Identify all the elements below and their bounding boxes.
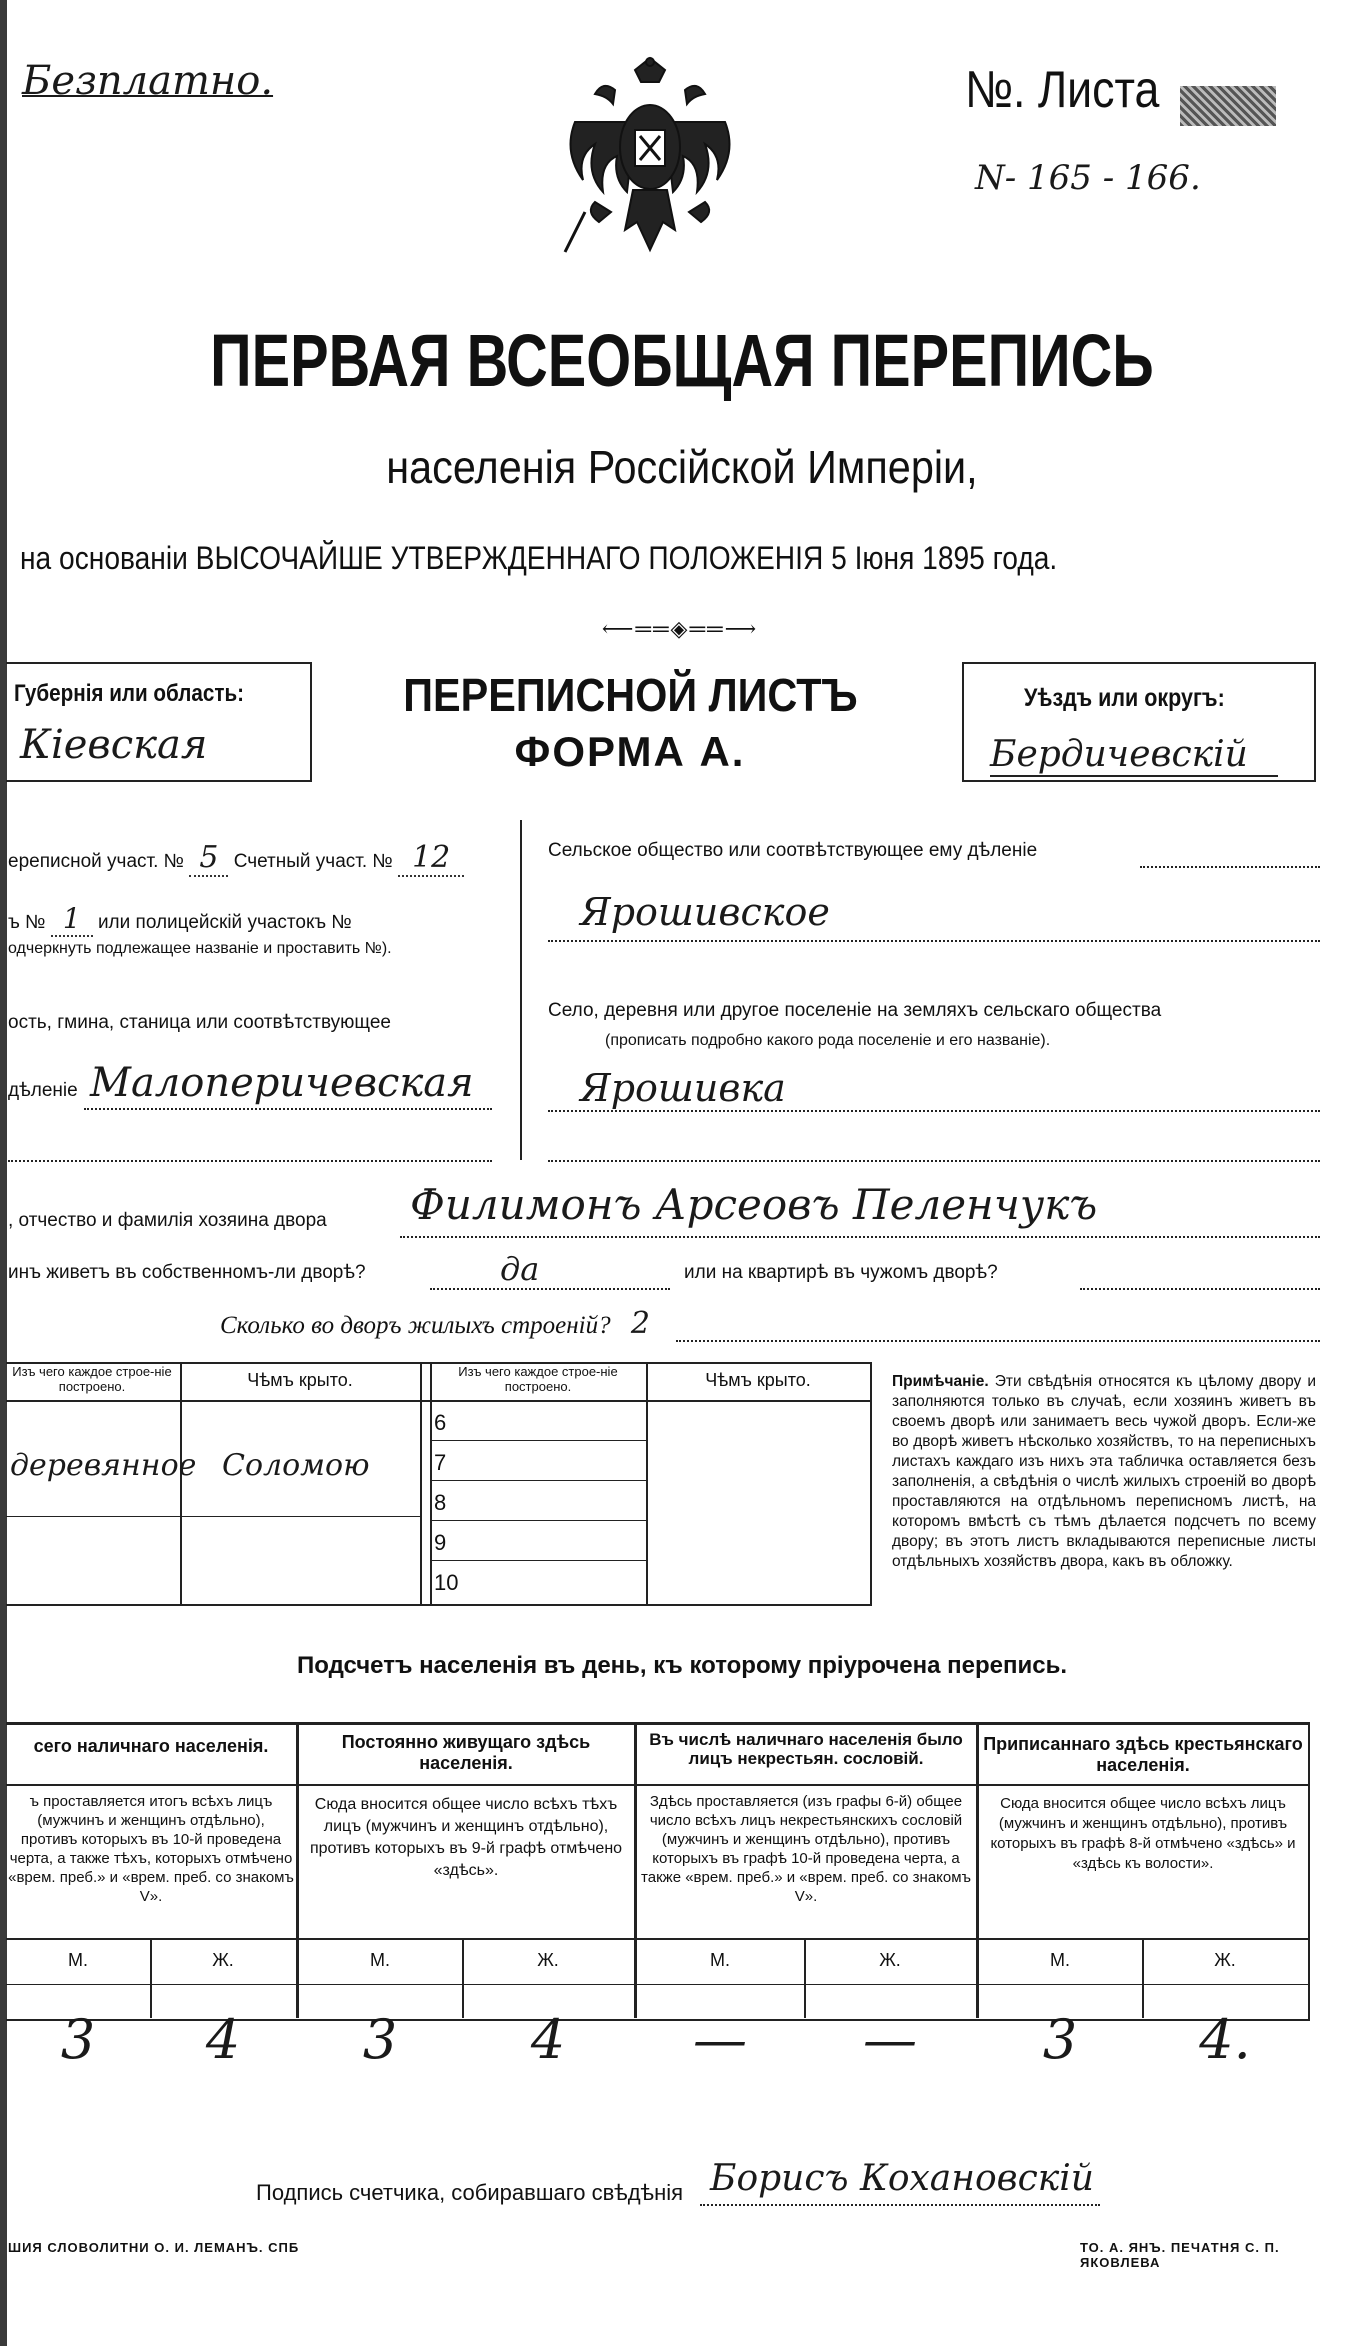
village-underline [548,1110,1320,1112]
count-area-label: Счетный участ. № [233,851,393,872]
pt-col2-f-value: 4 [530,2008,566,2071]
bt-header-roof: Чѣмъ крыто. [247,1370,353,1390]
pt-col2-header: Постоянно живущаго здѣсь населенія. [341,1732,591,1773]
pt-col2-desc: Сюда вносится общее число всѣхъ тѣхъ лицъ (мужчинъ и женщинъ отдѣльно), противъ которыхъ въ 9-й графѣ отмѣчено «здѣсь». [309,1796,623,1879]
pt-mf-line-top [6,1938,1310,1940]
pt-col3-header: Въ числѣ наличнаго населенія было лицъ некрестьян. сословій. [649,1730,963,1768]
main-title [0,318,1364,403]
pt-col2-m-label: М. [370,1950,390,1970]
bt-right-line-6 [430,1440,646,1441]
sheet-number-value: N- 165 - 166. [975,158,1201,198]
gubernia-label-text: Губернія или область: [14,680,245,707]
pt-col3-f-label: Ж. [879,1950,901,1970]
underline-note: одчеркнуть подлежащее названіе и проставить №). [8,940,392,957]
sheet-number-text: №. Листа [965,61,1160,119]
own-yard-value: да [500,1250,540,1288]
buildings-value: 2 [630,1306,650,1341]
bt-header-material-right: Изъ чего каждое строе-ніе построено. [458,1364,618,1394]
bt-right-row-10: 10 [434,1570,459,1595]
society-underline-a [1140,866,1320,868]
sheet-number-stamp [1180,86,1276,126]
pt-col4-desc: Сюда вносится общее число всѣхъ лицъ (мужчинъ и женщинъ отдѣльно), противъ которыхъ въ графѣ 8-й отмѣчено «здѣсь» и «здѣсь къ волости». [990,1795,1296,1872]
bt-header-line [6,1400,872,1402]
bt-left-row-line-2 [6,1516,420,1517]
owner-label: , отчество и фамилія хозяина двора [8,1210,327,1231]
bt-mid-right [430,1362,432,1604]
bt-row2-roof: Соломою [222,1448,370,1483]
legal-basis [20,540,1199,577]
pt-col3-f-value: — [863,2008,917,2071]
village-label: Село, деревня или другое поселеніе на земляхъ сельскаго общества [548,1000,1162,1021]
form-letter: ФОРМА А. [514,728,746,775]
free-label: Безплатно. [22,58,274,104]
census-area-row [8,840,503,875]
buildings-label: Сколько во дворъ жилыхъ строеній? [220,1312,611,1339]
printer-right: ТО. А. ЯНЪ. ПЕЧАТНЯ С. П. ЯКОВЛЕВА [1080,2240,1280,2270]
form-name [310,668,950,722]
pt-col3-m-label: М. [710,1950,730,1970]
pt-col4-f-label: Ж. [1214,1950,1236,1970]
stan-row [8,902,513,935]
pt-col1-f-value: 4 [205,2008,241,2071]
bt-right-row-7: 7 [434,1450,447,1475]
buildings-row [220,1306,650,1341]
note-text: Эти свѣдѣнія относятся къ цѣлому двору и заполняются только въ случаѣ, если хозяинъ живетъ въ своемъ дворѣ или занимаетъ весь чужой дворъ. Если-же во дворѣ живетъ нѣсколько хозяйствъ, то на переписныхъ листахъ каждаго изъ нихъ эта табличка оставляется безъ заполненія, а свѣдѣнія о числѣ жилыхъ строеній во дворѣ проставляются на отдѣльномъ переписномъ листѣ, на которомъ вмѣстѣ съ тѣмъ дѣлается подсчетъ по всему двору; въ этотъ листъ вкладываются переписные листы отдѣльныхъ хозяйствъ двора, какъ въ обложку. [892,1373,1316,1570]
pt-col2-m-value: 3 [362,2008,398,2071]
pt-col4-header: Приписаннаго здѣсь крестьянскаго населенія. [983,1734,1303,1775]
note-title: Примѣчаніе. [892,1373,989,1390]
pt-col3-m-value: — [693,2008,747,2071]
society-value: Ярошивское [580,890,830,934]
pt-col1-m-value: 3 [60,2008,96,2071]
pt-col2-f-label: Ж. [537,1950,559,1970]
bt-right-row-9: 9 [434,1530,447,1555]
sheet-number-label [965,60,1191,120]
bt-col3 [646,1362,648,1604]
uezd-value: Бердичевскій [990,734,1278,777]
bt-right-row-6: 6 [434,1410,447,1435]
owner-value: Филимонъ Арсеовъ Пеленчукъ [410,1180,1098,1229]
form-name-text: ПЕРЕПИСНОЙ ЛИСТЪ [402,669,858,721]
volost-underline-2 [8,1160,492,1162]
bt-right-line-7 [430,1480,646,1481]
rented-label: или на квартирѣ въ чужомъ дворѣ? [684,1262,998,1283]
pt-col-div-3 [976,1722,979,2018]
signature-underline [700,2204,1100,2206]
bt-right-row-8: 8 [434,1490,447,1515]
uezd-label-text: Уѣздъ или округъ: [1024,684,1225,712]
double-headed-eagle-icon [555,52,745,262]
main-title-text: ПЕРВАЯ ВСЕОБЩАЯ ПЕРЕПИСЬ [210,319,1154,402]
pt-col1-m-label: М. [68,1950,88,1970]
bt-mid-left [420,1362,422,1604]
bt-header-material: Изъ чего каждое строе-ніе построено. [12,1364,172,1394]
own-yard-underline [430,1288,670,1290]
pt-col4-m-label: М. [1050,1950,1070,1970]
volost-label: ость, гмина, станица или соотвѣтствующее [8,1012,391,1033]
census-area-value: 5 [189,840,228,877]
pt-col4-f-value: 4. [1199,2008,1251,2071]
pt-col3-desc: Здѣсь проставляется (изъ графы 6-й) общее число всѣхъ лицъ некрестьянскихъ сословій (мужчинъ и женщинъ отдѣльно), противъ которыхъ въ графѣ 10-й проведена черта, а также «врем. преб.» и «врем. преб. со знакомъ V». [641,1793,971,1905]
count-area-value: 12 [398,840,464,877]
pt-col-div-2 [634,1722,637,2018]
village-note: (прописать подробно какого рода поселеніе и его названіе). [605,1032,1051,1049]
printer-left: ШИЯ СЛОВОЛИТНИ О. И. ЛЕМАНЪ. СПБ [8,2240,300,2255]
ornament-divider: ⟵══◈══⟶ [601,616,759,641]
signature-label: Подпись счетчика, собиравшаго свѣдѣнія [256,2180,684,2205]
legal-basis-text: на основаніи ВЫСОЧАЙШЕ УТВЕРЖДЕННАГО ПОЛОЖЕНІЯ 5 Іюня 1895 года. [20,540,1058,576]
society-underline [548,940,1320,942]
buildings-note [892,1372,1316,1572]
population-title: Подсчетъ населенія въ день, къ которому пріурочена перепись. [297,1652,1067,1679]
pt-col4-m-value: 3 [1042,2008,1078,2071]
bt-row2-material: деревянное [10,1448,197,1483]
village-value: Ярошивка [580,1066,786,1110]
location-divider [520,820,522,1160]
pt-mf-line-bottom [6,1984,1310,1985]
bt-col1 [180,1362,182,1604]
signature-value: Борисъ Кохановскій [710,2158,1094,2199]
pt-header-line [6,1784,1310,1786]
volost-underline [84,1108,492,1110]
census-area-label: ереписной участ. № [8,851,185,872]
gubernia-value: Кіевская [20,722,208,768]
buildings-underline [676,1340,1320,1342]
volost-value: Малоперичевская [90,1060,474,1106]
pt-col1-header: сего наличнаго населенія. [33,1736,269,1756]
bt-right-line-9 [430,1560,646,1561]
bt-right-line-8 [430,1520,646,1521]
pt-col-div-1 [296,1722,299,2018]
village-underline-2 [548,1160,1320,1162]
division-label: дѣленіе [8,1080,78,1101]
bt-header-roof-right: Чѣмъ крыто. [705,1370,811,1390]
subtitle: населенія Россійской Имперіи, [386,441,978,493]
pt-col1-f-label: Ж. [212,1950,234,1970]
rented-underline [1080,1288,1320,1290]
police-label: или полицейскій участокъ № [97,912,352,933]
stan-value: 1 [51,902,93,937]
stan-label: ъ № [8,912,46,933]
pt-col1-desc: ъ проставляется итогъ всѣхъ лицъ (мужчинъ и женщинъ отдѣльно), противъ которыхъ въ 10-й проведена черта, а также тѣхъ, которыхъ отмѣчено «врем. преб.» и «врем. преб. со знакомъ V». [8,1793,294,1905]
own-yard-label: инъ живетъ въ собственномъ-ли дворѣ? [8,1262,366,1283]
owner-underline [400,1236,1320,1238]
society-label: Сельское общество или соотвѣтствующее ему дѣленіе [548,840,1038,861]
uezd-label [1024,684,1257,713]
gubernia-label [14,680,281,708]
